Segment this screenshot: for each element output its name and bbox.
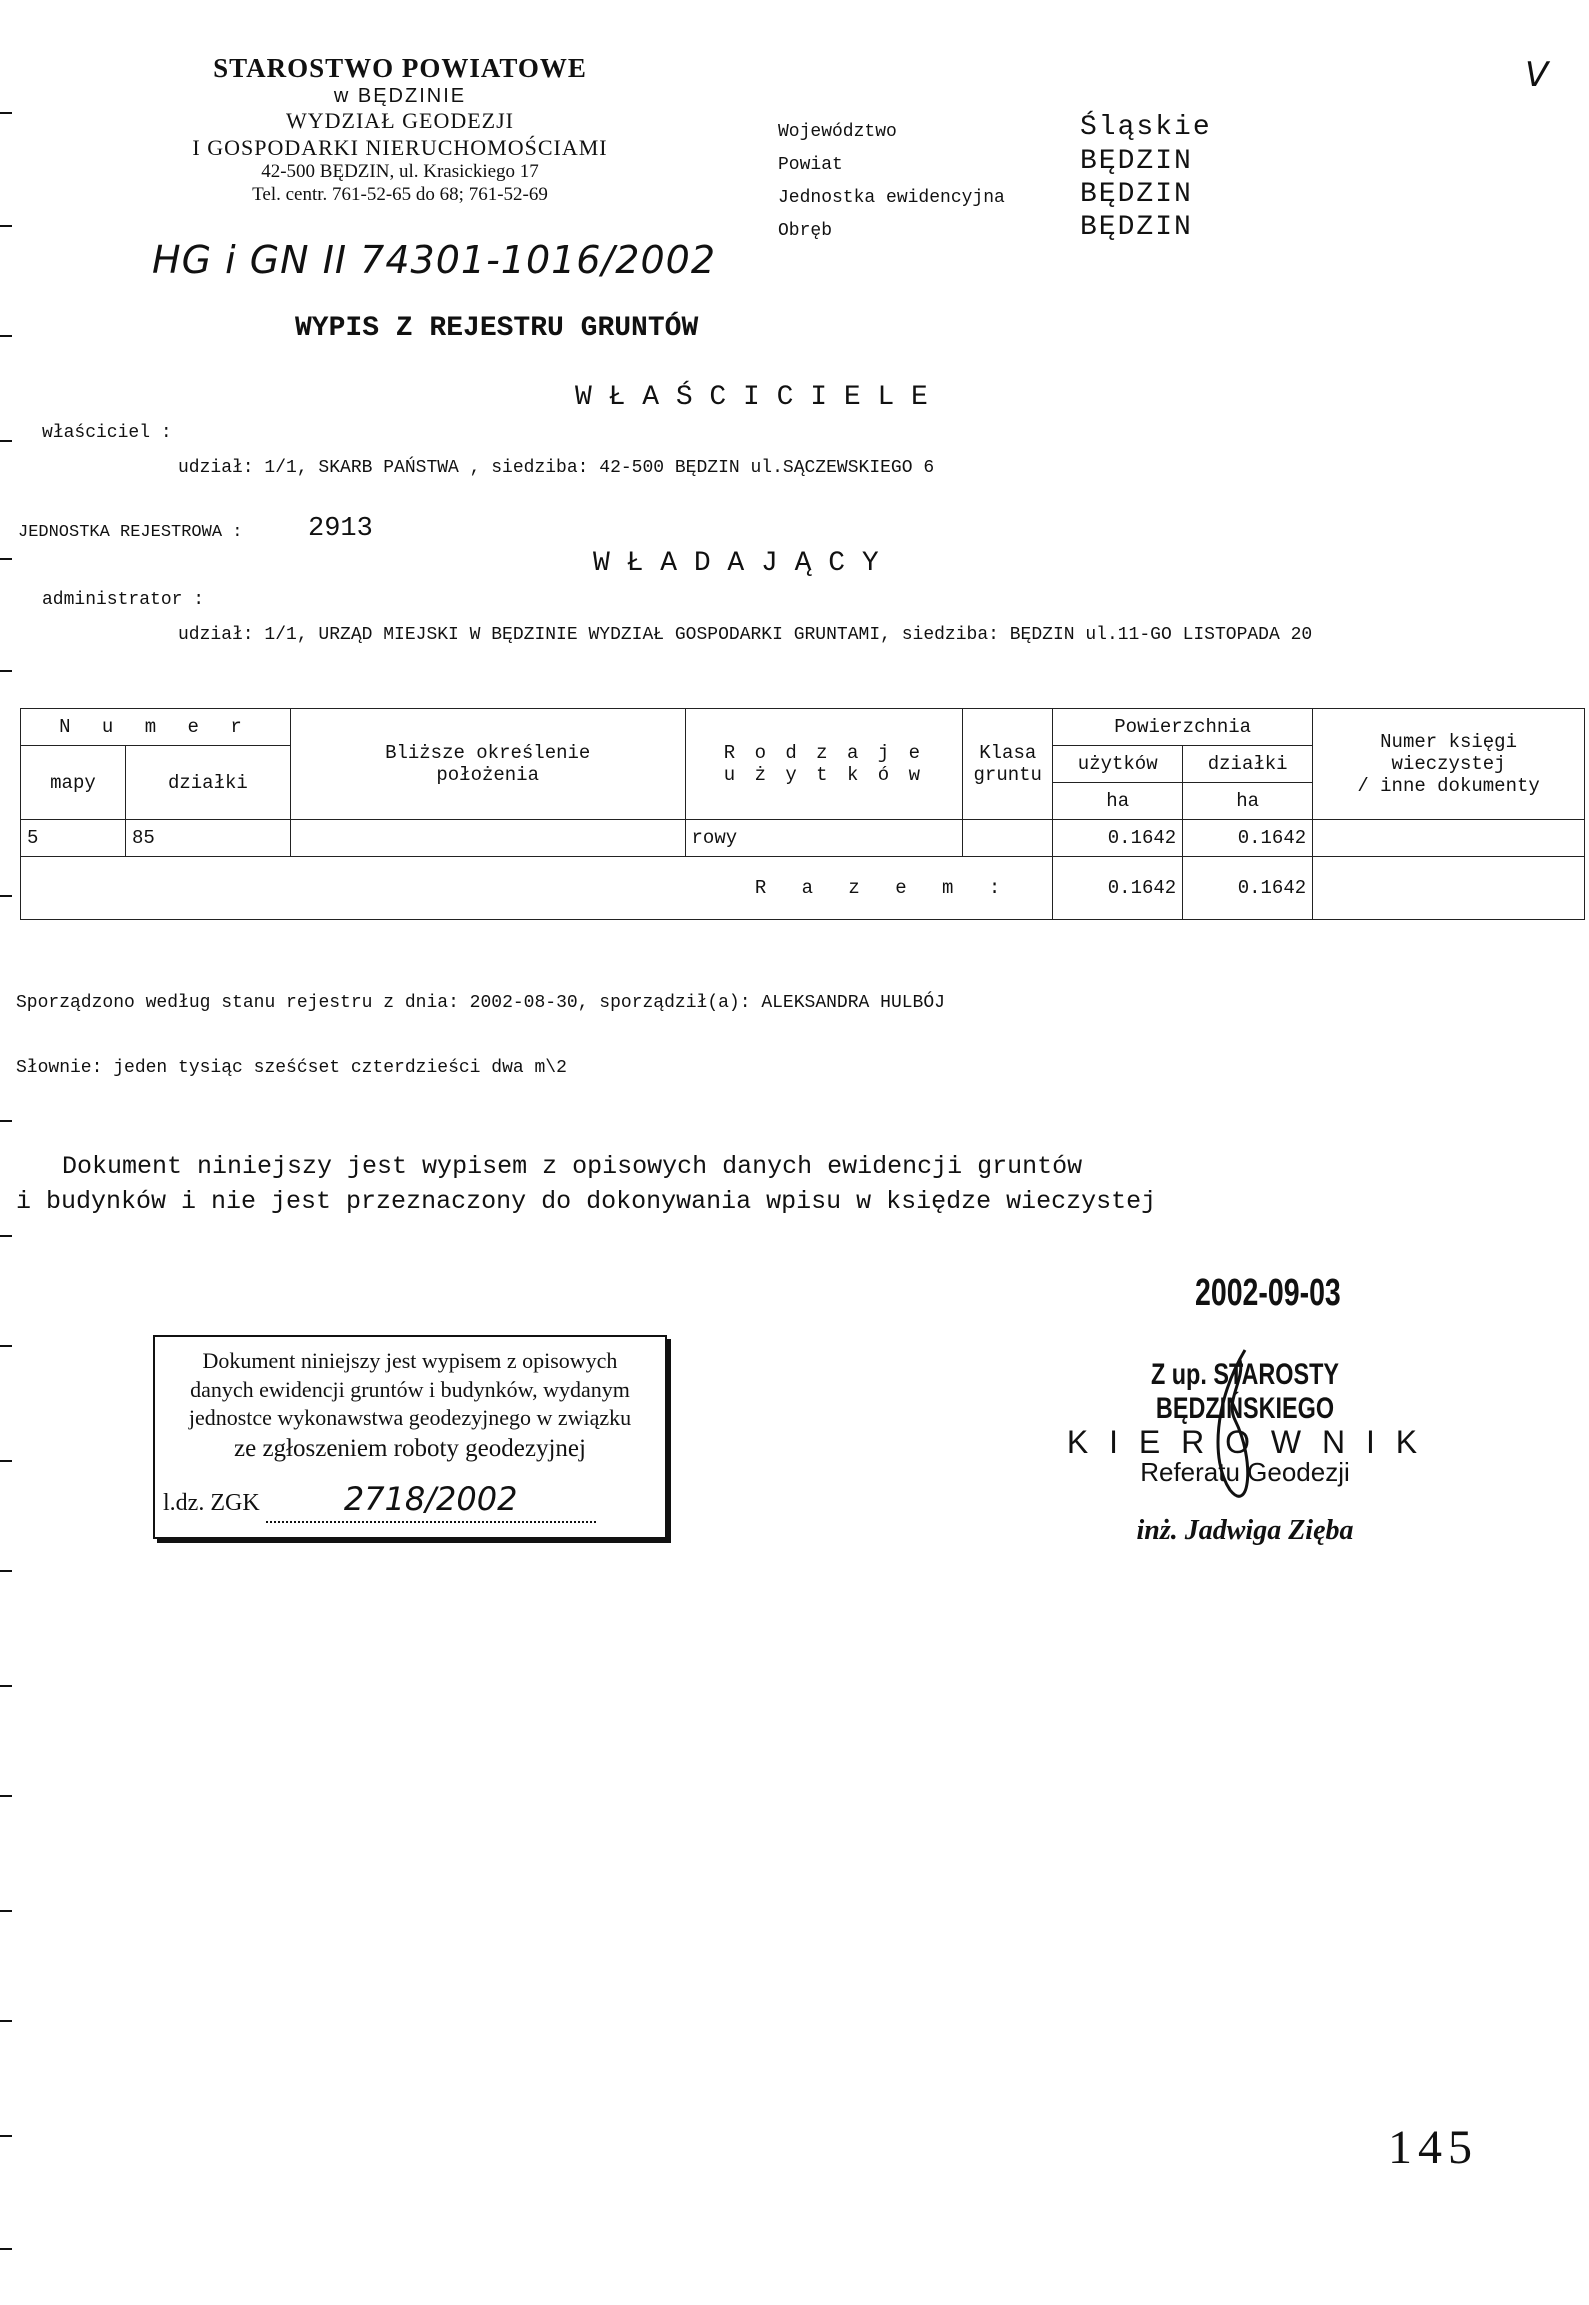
area-in-words: Słownie: jeden tysiąc sześćset czterdzieści dwa m\2 (16, 1058, 567, 1078)
office-address: 42-500 BĘDZIN, ul. Krasickiego 17 (261, 161, 539, 183)
margin-tick (0, 112, 12, 114)
precinct-label: Obręb (778, 221, 833, 241)
margin-tick (0, 2020, 12, 2022)
margin-tick (0, 1910, 12, 1912)
total-area-parcel: 0.1642 (1183, 857, 1313, 920)
margin-tick (0, 225, 12, 227)
corner-check-mark: V (1525, 55, 1549, 95)
stamp-line-4: ze zgłoszeniem roboty geodezyjnej (234, 1434, 586, 1462)
margin-tick (0, 335, 12, 337)
stamp-ldz-value: 2718/2002 (266, 1479, 596, 1523)
voivodeship-value: Śląskie (1080, 112, 1212, 143)
header-area-usage: użytków (1053, 746, 1183, 783)
margin-tick (0, 1235, 12, 1237)
header-area: Powierzchnia (1053, 709, 1313, 746)
owner-detail: udział: 1/1, SKARB PAŃSTWA , siedziba: 42-500 BĘDZIN ul.SĄCZEWSKIEGO 6 (178, 458, 935, 478)
header-land-book (1313, 709, 1585, 820)
signature-line-4: inż. Jadwiga Zięba (1136, 1514, 1354, 1546)
manager-detail: udział: 1/1, URZĄD MIEJSKI W BĘDZINIE WYDZIAŁ GOSPODARKI GRUNTAMI, siedziba: BĘDZIN ul.11-GO LISTOPADA 20 (178, 625, 1313, 645)
header-location-line2: położenia (436, 764, 539, 786)
header-land-book-line2: wieczystej (1391, 753, 1506, 775)
registry-unit-value: 2913 (308, 514, 373, 544)
cell-land-book (1313, 820, 1585, 857)
header-number: N u m e r (21, 709, 291, 746)
stamp-line-1: Dokument niniejszy jest wypisem z opisowych (202, 1348, 618, 1373)
margin-tick (0, 1685, 12, 1687)
total-label: R a z e m : (21, 857, 1053, 920)
cell-map: 5 (21, 820, 126, 857)
signature-line-1: Z up. STAROSTY BĘDZIŃSKIEGO (1150, 1358, 1340, 1425)
office-header (150, 52, 650, 207)
stamp-line-2: danych ewidencji gruntów i budynków, wydanym (190, 1376, 630, 1402)
handwritten-signature (1195, 1340, 1285, 1540)
header-area-usage-unit: ha (1053, 783, 1183, 820)
department-subname: I GOSPODARKI NIERUCHOMOŚCIAMI (192, 134, 608, 160)
header-class-line2: gruntu (973, 764, 1042, 786)
county-value: BĘDZIN (1080, 146, 1193, 177)
header-parcel: działki (125, 746, 290, 820)
stamp-ldz (163, 1479, 657, 1523)
notice-line-1: Dokument niniejszy jest wypisem z opisowych danych ewidencji gruntów (62, 1152, 1083, 1181)
department-name: WYDZIAŁ GEODEZJI (286, 108, 514, 134)
page-number: 145 (1388, 2121, 1478, 2174)
signature-line-2: K I E R O W N I K (1066, 1424, 1424, 1460)
handwritten-reference: HG i GN II 74301-1016/2002 (152, 238, 716, 282)
stamp-ldz-label: l.dz. ZGK (163, 1490, 260, 1517)
margin-tick (0, 1345, 12, 1347)
header-area-parcel: działki (1183, 746, 1313, 783)
manager-role: administrator : (42, 590, 205, 610)
registry-unit-label: JEDNOSTKA REJESTROWA : (18, 523, 243, 542)
header-land-type-line2: u ż y t k ó w (723, 764, 924, 786)
document-title: WYPIS Z REJESTRU GRUNTÓW (295, 313, 699, 344)
cell-area-usage: 0.1642 (1053, 820, 1183, 857)
date-stamp: 2002-09-03 (1195, 1272, 1341, 1314)
header-land-type (685, 709, 963, 820)
voivodeship-label: Województwo (778, 122, 897, 142)
margin-tick (0, 2135, 12, 2137)
unit-label: Jednostka ewidencyjna (778, 188, 1005, 208)
margin-tick (0, 895, 12, 897)
header-class-line1: Klasa (979, 742, 1037, 764)
header-land-book-line1: Numer księgi (1380, 731, 1517, 753)
margin-tick (0, 440, 12, 442)
registration-stamp (153, 1335, 667, 1539)
margin-tick (0, 558, 12, 560)
total-row (21, 857, 1585, 920)
total-area-usage: 0.1642 (1053, 857, 1183, 920)
cell-parcel: 85 (125, 820, 290, 857)
signature-line-3: Referatu Geodezji (1140, 1457, 1350, 1487)
header-land-type-line1: R o d z a j e (723, 742, 924, 764)
owners-heading: W Ł A Ś C I C I E L E (575, 382, 928, 413)
unit-value: BĘDZIN (1080, 179, 1193, 210)
managers-heading: W Ł A D A J Ą C Y (593, 548, 879, 579)
cell-class (963, 820, 1053, 857)
margin-tick (0, 1570, 12, 1572)
margin-tick (0, 670, 12, 672)
total-land-book (1313, 857, 1585, 920)
stamp-line-3: jednostce wykonawstwa geodezyjnego w związku (188, 1405, 632, 1431)
county-label: Powiat (778, 155, 843, 175)
cell-location (290, 820, 685, 857)
header-map: mapy (21, 746, 126, 820)
margin-tick (0, 1460, 12, 1462)
margin-tick (0, 1795, 12, 1797)
office-phone: Tel. centr. 761-52-65 do 68; 761-52-69 (252, 183, 548, 205)
margin-tick (0, 1120, 12, 1122)
header-area-parcel-unit: ha (1183, 783, 1313, 820)
precinct-value: BĘDZIN (1080, 212, 1193, 243)
cell-area-parcel: 0.1642 (1183, 820, 1313, 857)
header-land-book-line3: / inne dokumenty (1357, 775, 1540, 797)
office-city: w BĘDZINIE (333, 85, 467, 108)
header-location-line1: Bliższe określenie (385, 742, 591, 764)
owner-role: właściciel : (42, 423, 172, 443)
header-class (963, 709, 1053, 820)
table-row (21, 820, 1585, 857)
header-location (290, 709, 685, 820)
office-name: STAROSTWO POWIATOWE (213, 53, 587, 83)
land-register-table (20, 708, 1585, 920)
notice-line-2: i budynków i nie jest przeznaczony do dokonywania wpisu w księdze wieczystej (16, 1187, 1157, 1216)
cell-land-type: rowy (685, 820, 963, 857)
margin-tick (0, 2248, 12, 2250)
prepared-by: Sporządzono według stanu rejestru z dnia: 2002-08-30, sporządził(a): ALEKSANDRA HULBÓJ (16, 993, 945, 1013)
